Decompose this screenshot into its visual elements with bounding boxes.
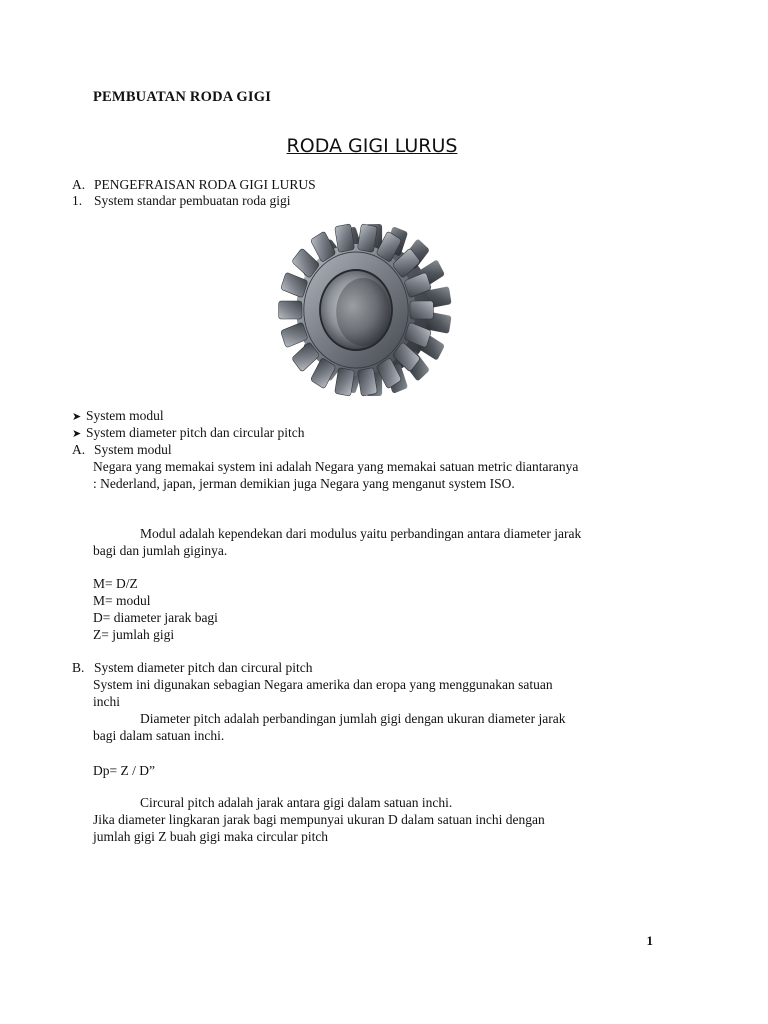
list-marker: B. xyxy=(72,660,85,675)
list-marker: A. xyxy=(72,442,86,457)
paragraph-line: Negara yang memakai system ini adalah Negara yang memakai satuan metric diantaranya xyxy=(93,459,579,474)
paragraph-line: bagi dan jumlah giginya. xyxy=(93,543,228,558)
paragraph-line: : Nederland, japan, jerman demikian juga Negara yang menganut system ISO. xyxy=(93,476,515,491)
sub-a-heading xyxy=(72,441,172,458)
list-marker: 1. xyxy=(72,193,83,208)
item-1-text: System standar pembuatan roda gigi xyxy=(94,193,291,208)
sub-b-title: System diameter pitch dan circural pitch xyxy=(94,660,313,675)
paragraph-line: Jika diameter lingkaran jarak bagi mempunyai ukuran D dalam satuan inchi dengan xyxy=(93,812,545,827)
arrow-bullet-icon: ➤ xyxy=(72,428,82,440)
formula-line: Z= jumlah gigi xyxy=(93,627,175,642)
paragraph-line: Circural pitch adalah jarak antara gigi dalam satuan inchi. xyxy=(140,795,453,810)
sub-b-heading xyxy=(72,659,313,676)
list-marker: A. xyxy=(72,177,86,192)
item-1 xyxy=(72,192,290,209)
document-title: RODA GIGI LURUS xyxy=(286,135,458,157)
bullet-text: System diameter pitch dan circular pitch xyxy=(86,425,305,440)
bullet-text: System modul xyxy=(86,408,164,423)
paragraph-line: Modul adalah kependekan dari modulus yaitu perbandingan antara diameter jarak xyxy=(140,526,582,541)
document-heading: PEMBUATAN RODA GIGI xyxy=(93,89,272,105)
formula-line: D= diameter jarak bagi xyxy=(93,610,218,625)
formula-line: Dp= Z / D” xyxy=(93,763,155,778)
paragraph-line: jumlah gigi Z buah gigi maka circular pitch xyxy=(93,829,329,844)
arrow-bullet-icon: ➤ xyxy=(72,411,82,423)
formula-line: M= modul xyxy=(93,593,151,608)
paragraph-line: System ini digunakan sebagian Negara amerika dan eropa yang menggunakan satuan xyxy=(93,677,553,692)
sub-a-title: System modul xyxy=(94,442,172,457)
section-a-heading xyxy=(72,176,316,193)
page-number: 1 xyxy=(646,933,653,948)
paragraph-line: bagi dalam satuan inchi. xyxy=(93,728,225,743)
paragraph-line: Diameter pitch adalah perbandingan jumlah gigi dengan ukuran diameter jarak xyxy=(140,711,566,726)
formula-line: M= D/Z xyxy=(93,576,138,591)
paragraph-line: inchi xyxy=(93,694,120,709)
section-a-text: PENGEFRAISAN RODA GIGI LURUS xyxy=(94,177,316,192)
gear-image xyxy=(270,212,454,406)
